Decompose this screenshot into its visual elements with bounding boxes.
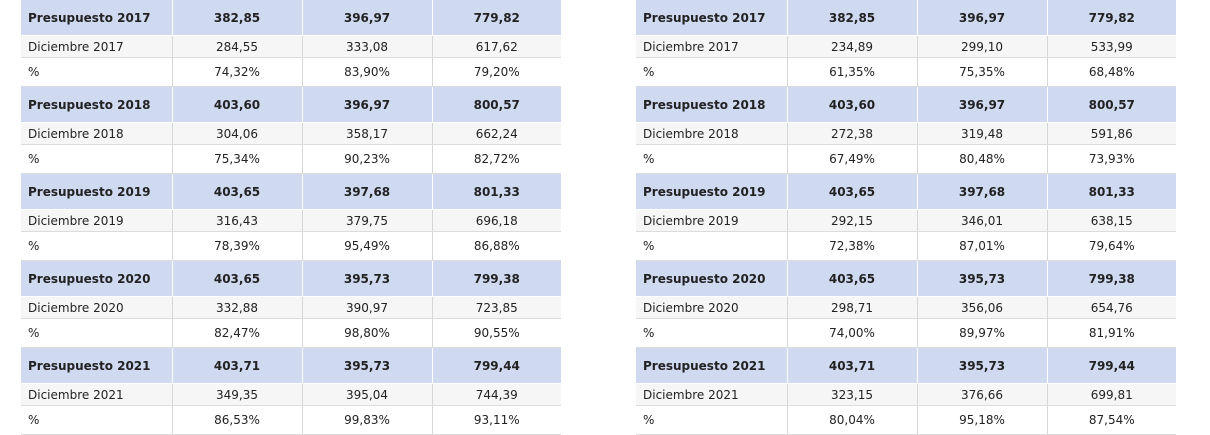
value-cell-total: 696,18 (432, 210, 561, 232)
value-cell-2: 80,48% (917, 145, 1047, 174)
value-cell-1: 382,85 (787, 0, 917, 36)
value-cell-2: 379,75 (302, 210, 432, 232)
row-label: Diciembre 2019 (636, 210, 787, 232)
value-cell-total: 723,85 (432, 297, 561, 319)
value-cell-2: 395,73 (917, 348, 1047, 384)
december-row (21, 123, 561, 145)
value-cell-total: 68,48% (1047, 58, 1176, 87)
december-row (636, 36, 1176, 58)
value-cell-total: 801,33 (432, 174, 561, 210)
december-row (21, 210, 561, 232)
value-cell-total: 800,57 (432, 87, 561, 123)
value-cell-1: 74,32% (172, 58, 302, 87)
row-label: Presupuesto 2017 (636, 0, 787, 36)
value-cell-2: 99,83% (302, 406, 432, 435)
value-cell-2: 356,06 (917, 297, 1047, 319)
value-cell-1: 61,35% (787, 58, 917, 87)
value-cell-total: 779,82 (1047, 0, 1176, 36)
value-cell-2: 376,66 (917, 384, 1047, 406)
budget-row (636, 0, 1176, 36)
percentage-row (636, 319, 1176, 348)
value-cell-2: 346,01 (917, 210, 1047, 232)
value-cell-2: 358,17 (302, 123, 432, 145)
value-cell-1: 403,71 (172, 348, 302, 384)
value-cell-total: 73,93% (1047, 145, 1176, 174)
row-label: Diciembre 2017 (636, 36, 787, 58)
value-cell-2: 396,97 (302, 0, 432, 36)
row-label: Presupuesto 2018 (21, 87, 172, 123)
value-cell-total: 81,91% (1047, 319, 1176, 348)
value-cell-2: 395,04 (302, 384, 432, 406)
value-cell-1: 284,55 (172, 36, 302, 58)
row-label: Diciembre 2019 (21, 210, 172, 232)
percentage-row (636, 406, 1176, 435)
value-cell-2: 90,23% (302, 145, 432, 174)
december-row (636, 123, 1176, 145)
budget-table-left-body (21, 0, 561, 435)
value-cell-2: 395,73 (917, 261, 1047, 297)
row-label: % (636, 406, 787, 435)
value-cell-1: 332,88 (172, 297, 302, 319)
value-cell-1: 78,39% (172, 232, 302, 261)
value-cell-2: 395,73 (302, 261, 432, 297)
value-cell-2: 87,01% (917, 232, 1047, 261)
row-label: Presupuesto 2017 (21, 0, 172, 36)
value-cell-1: 403,71 (787, 348, 917, 384)
value-cell-2: 95,18% (917, 406, 1047, 435)
value-cell-total: 801,33 (1047, 174, 1176, 210)
value-cell-total: 654,76 (1047, 297, 1176, 319)
value-cell-total: 591,86 (1047, 123, 1176, 145)
value-cell-total: 779,82 (432, 0, 561, 36)
value-cell-1: 80,04% (787, 406, 917, 435)
value-cell-total: 662,24 (432, 123, 561, 145)
december-row (636, 297, 1176, 319)
value-cell-total: 800,57 (1047, 87, 1176, 123)
value-cell-1: 298,71 (787, 297, 917, 319)
december-row (21, 297, 561, 319)
percentage-row (636, 232, 1176, 261)
percentage-row (636, 58, 1176, 87)
value-cell-total: 638,15 (1047, 210, 1176, 232)
row-label: % (21, 406, 172, 435)
row-label: % (21, 145, 172, 174)
value-cell-total: 79,20% (432, 58, 561, 87)
row-label: % (636, 58, 787, 87)
value-cell-1: 234,89 (787, 36, 917, 58)
row-label: Presupuesto 2019 (21, 174, 172, 210)
budget-row (21, 87, 561, 123)
value-cell-1: 403,65 (172, 174, 302, 210)
row-label: % (21, 319, 172, 348)
row-label: % (636, 145, 787, 174)
value-cell-total: 617,62 (432, 36, 561, 58)
row-label: Presupuesto 2021 (636, 348, 787, 384)
december-row (21, 384, 561, 406)
value-cell-1: 72,38% (787, 232, 917, 261)
row-label: Diciembre 2021 (636, 384, 787, 406)
row-label: Presupuesto 2020 (636, 261, 787, 297)
row-label: Presupuesto 2018 (636, 87, 787, 123)
value-cell-2: 89,97% (917, 319, 1047, 348)
value-cell-1: 382,85 (172, 0, 302, 36)
value-cell-total: 533,99 (1047, 36, 1176, 58)
value-cell-1: 349,35 (172, 384, 302, 406)
value-cell-2: 396,97 (302, 87, 432, 123)
row-label: Diciembre 2018 (636, 123, 787, 145)
value-cell-1: 75,34% (172, 145, 302, 174)
value-cell-2: 83,90% (302, 58, 432, 87)
value-cell-1: 316,43 (172, 210, 302, 232)
budget-row (636, 87, 1176, 123)
value-cell-total: 86,88% (432, 232, 561, 261)
value-cell-1: 403,65 (787, 261, 917, 297)
value-cell-total: 79,64% (1047, 232, 1176, 261)
value-cell-total: 699,81 (1047, 384, 1176, 406)
percentage-row (21, 406, 561, 435)
value-cell-2: 319,48 (917, 123, 1047, 145)
row-label: Diciembre 2017 (21, 36, 172, 58)
december-row (21, 36, 561, 58)
row-label: % (21, 232, 172, 261)
budget-row (21, 174, 561, 210)
row-label: Diciembre 2020 (21, 297, 172, 319)
value-cell-2: 299,10 (917, 36, 1047, 58)
row-label: Presupuesto 2019 (636, 174, 787, 210)
value-cell-total: 90,55% (432, 319, 561, 348)
value-cell-1: 272,38 (787, 123, 917, 145)
row-label: Presupuesto 2021 (21, 348, 172, 384)
value-cell-total: 93,11% (432, 406, 561, 435)
percentage-row (21, 145, 561, 174)
row-label: % (21, 58, 172, 87)
percentage-row (21, 319, 561, 348)
value-cell-2: 397,68 (302, 174, 432, 210)
budget-row (636, 261, 1176, 297)
value-cell-2: 75,35% (917, 58, 1047, 87)
budget-table-left (21, 0, 561, 435)
value-cell-2: 98,80% (302, 319, 432, 348)
row-label: Diciembre 2020 (636, 297, 787, 319)
value-cell-1: 403,60 (172, 87, 302, 123)
row-label: Presupuesto 2020 (21, 261, 172, 297)
december-row (636, 210, 1176, 232)
value-cell-total: 799,44 (1047, 348, 1176, 384)
budget-row (636, 348, 1176, 384)
value-cell-total: 799,38 (432, 261, 561, 297)
value-cell-total: 82,72% (432, 145, 561, 174)
budget-table-right (636, 0, 1176, 435)
value-cell-2: 396,97 (917, 0, 1047, 36)
value-cell-1: 403,65 (172, 261, 302, 297)
value-cell-2: 396,97 (917, 87, 1047, 123)
value-cell-total: 799,38 (1047, 261, 1176, 297)
value-cell-2: 390,97 (302, 297, 432, 319)
value-cell-2: 395,73 (302, 348, 432, 384)
value-cell-total: 799,44 (432, 348, 561, 384)
value-cell-2: 333,08 (302, 36, 432, 58)
value-cell-1: 86,53% (172, 406, 302, 435)
value-cell-2: 397,68 (917, 174, 1047, 210)
value-cell-2: 95,49% (302, 232, 432, 261)
budget-table-right-body (636, 0, 1176, 435)
december-row (636, 384, 1176, 406)
budget-row (21, 348, 561, 384)
row-label: Diciembre 2021 (21, 384, 172, 406)
percentage-row (21, 232, 561, 261)
value-cell-1: 403,65 (787, 174, 917, 210)
row-label: Diciembre 2018 (21, 123, 172, 145)
value-cell-1: 292,15 (787, 210, 917, 232)
value-cell-1: 74,00% (787, 319, 917, 348)
budget-row (21, 0, 561, 36)
value-cell-1: 82,47% (172, 319, 302, 348)
percentage-row (636, 145, 1176, 174)
value-cell-1: 323,15 (787, 384, 917, 406)
budget-row (636, 174, 1176, 210)
budget-row (21, 261, 561, 297)
value-cell-1: 67,49% (787, 145, 917, 174)
value-cell-1: 403,60 (787, 87, 917, 123)
value-cell-total: 87,54% (1047, 406, 1176, 435)
percentage-row (21, 58, 561, 87)
value-cell-1: 304,06 (172, 123, 302, 145)
row-label: % (636, 232, 787, 261)
row-label: % (636, 319, 787, 348)
value-cell-total: 744,39 (432, 384, 561, 406)
